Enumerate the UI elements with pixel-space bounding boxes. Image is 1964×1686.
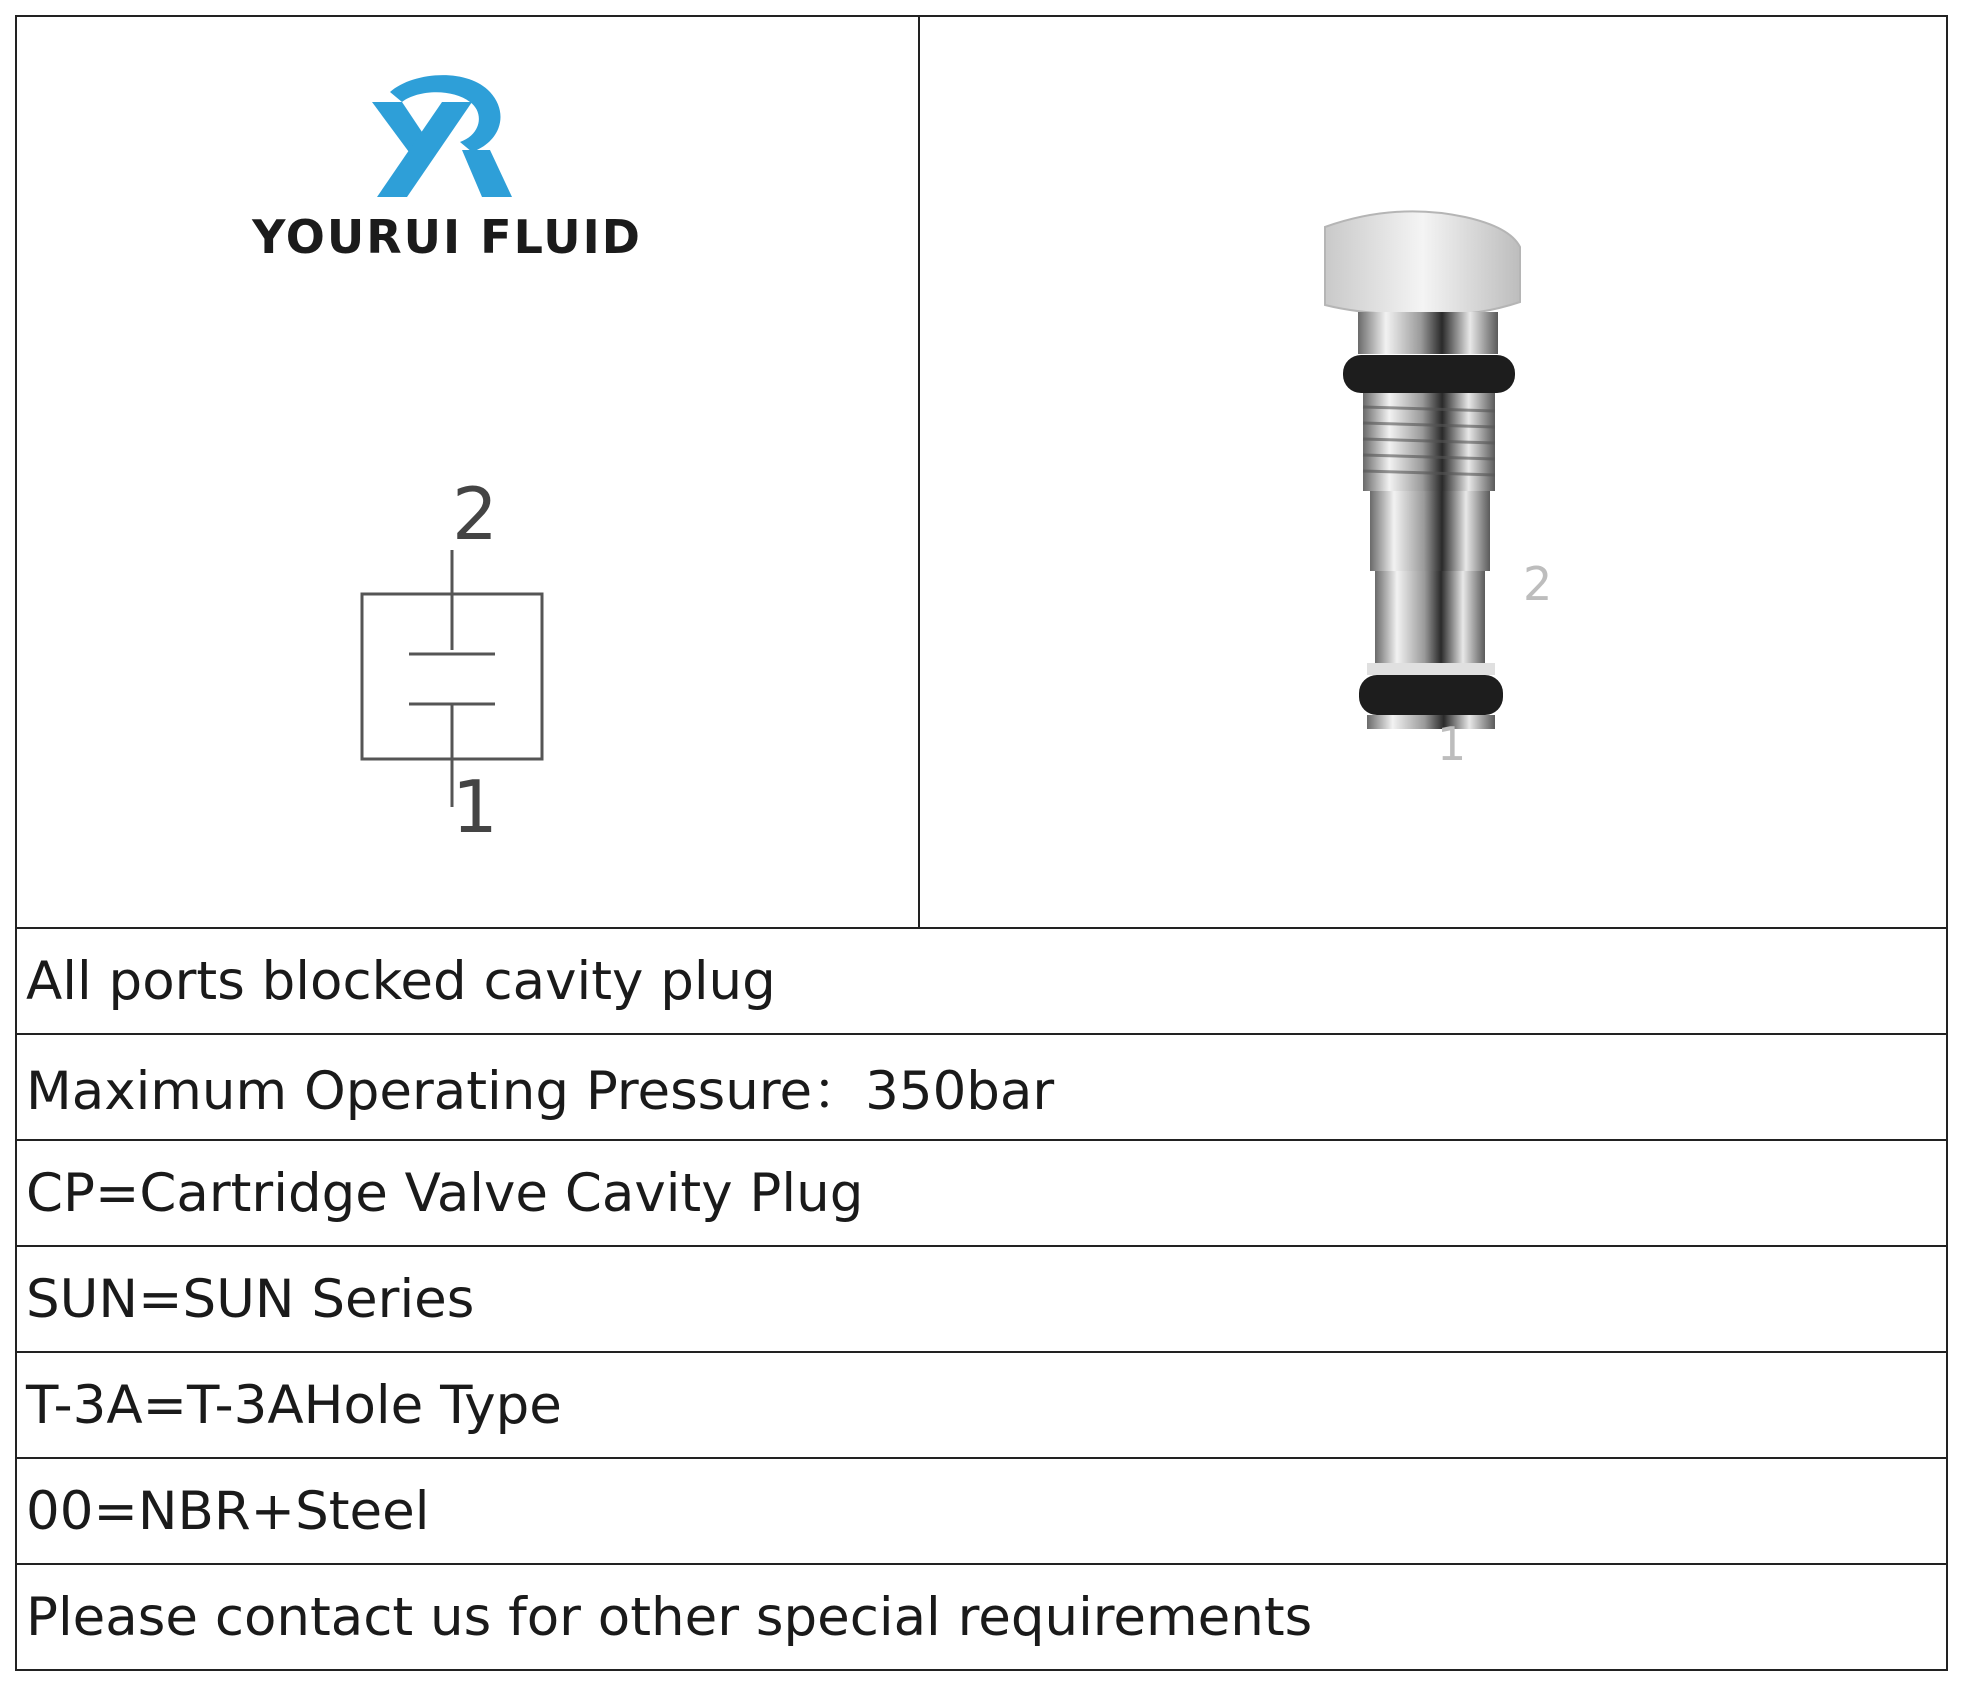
spec-row-description: All ports blocked cavity plug [17,929,1946,1035]
spec-sheet-table [15,15,1948,1671]
product-image-cell [920,17,1946,927]
spec-row-max-pressure: Maximum Operating Pressure：350bar [17,1035,1946,1141]
spec-row-hole-type: T-3A=T-3AHole Type [17,1353,1946,1459]
cavity-plug-image [1295,207,1555,747]
header-row [17,17,1946,929]
image-port-2-label: 2 [1523,557,1553,611]
image-port-1-label: 1 [1437,717,1467,771]
brand-name: YOURUI FLUID [252,210,642,264]
brand-logo [247,72,647,282]
hydraulic-symbol [337,472,557,812]
spec-row-contact: Please contact us for other special requirements [26,1586,1313,1648]
spec-row-material: 00=NBR+Steel [17,1459,1946,1565]
spec-row-cp: CP=Cartridge Valve Cavity Plug [17,1141,1946,1247]
symbol-port-1-label: 1 [452,765,498,849]
yr-logo-icon [372,72,522,202]
logo-and-symbol-cell [17,17,920,927]
spec-row-series: SUN=SUN Series [17,1247,1946,1353]
spec-rows [17,929,1946,1669]
symbol-port-2-label: 2 [452,472,498,556]
